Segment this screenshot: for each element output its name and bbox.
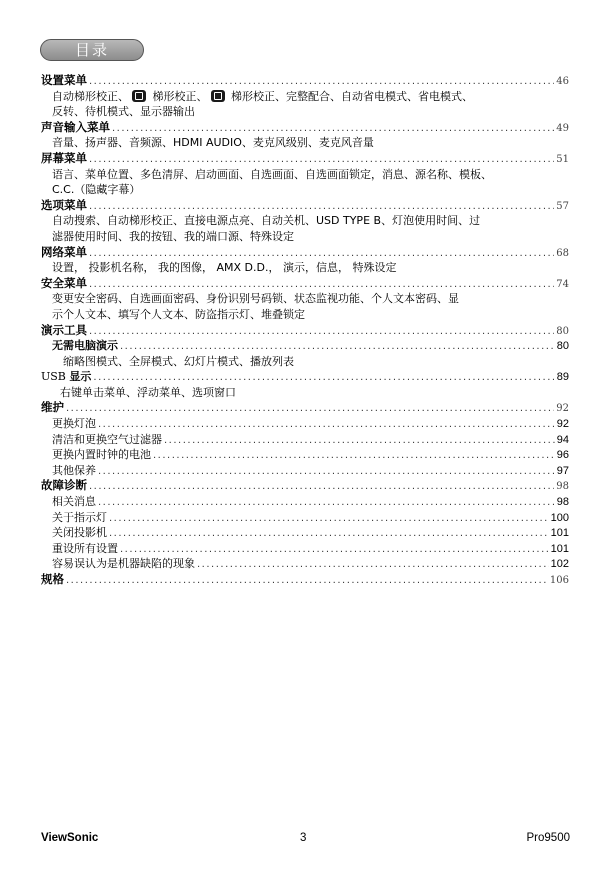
toc-entry-description: 自动搜索、自动梯形校正、直接电源点亮、自动关机、USD TYPE B、灯泡使用时间、过 bbox=[52, 214, 481, 228]
toc-entry-description: 设置， 投影机名称， 我的图像， AMX D.D.， 演示，信息， 特殊设定 bbox=[52, 261, 397, 275]
toc-entry-label: 重设所有设置 bbox=[52, 541, 118, 555]
footer-page-number: 3 bbox=[300, 832, 307, 844]
toc-subentry[interactable] bbox=[41, 510, 569, 526]
dot-leader bbox=[66, 401, 554, 417]
toc-page-number: 74 bbox=[556, 278, 569, 290]
dot-leader bbox=[120, 339, 555, 355]
toc-entry-screen-menu[interactable] bbox=[41, 151, 569, 167]
toc-entry-maintenance[interactable] bbox=[41, 400, 569, 416]
toc-entry-label: 屏幕菜单 bbox=[41, 150, 87, 165]
dot-leader bbox=[66, 573, 548, 589]
dot-leader bbox=[89, 479, 554, 495]
footer-brand: ViewSonic bbox=[41, 832, 99, 844]
toc-page-number: 92 bbox=[556, 418, 569, 431]
toc-entry-description: 自动梯形校正、 梯形校正、 梯形校正、完整配合、自动省电模式、省电模式、 bbox=[52, 89, 473, 103]
toc-entry-label: USB 显示 bbox=[41, 370, 92, 384]
dot-leader bbox=[89, 199, 554, 215]
dot-leader bbox=[197, 557, 549, 573]
toc-entry-description: 语言、菜单位置、多色清屏、启动画面、自选画面、自选画面锁定，消息、源名称、模板、 bbox=[52, 167, 492, 181]
toc-entry-label: 声音输入菜单 bbox=[41, 119, 110, 134]
dot-leader bbox=[89, 246, 554, 262]
toc-subentry[interactable] bbox=[41, 447, 569, 463]
dot-leader bbox=[98, 417, 555, 433]
toc-entry-audio-menu[interactable] bbox=[41, 120, 569, 136]
toc-page-number: 46 bbox=[556, 76, 569, 87]
dot-leader bbox=[89, 152, 554, 168]
toc-page-number: 101 bbox=[550, 542, 569, 555]
troubleshooting-subentries bbox=[41, 494, 569, 572]
toc-page-number: 97 bbox=[556, 464, 569, 477]
toc-entry-label: 演示工具 bbox=[41, 322, 87, 337]
toc-page-number: 51 bbox=[556, 153, 569, 165]
toc-entry-label: 设置菜单 bbox=[41, 73, 87, 87]
toc-entry-label: 选项菜单 bbox=[41, 197, 87, 212]
toc-entry-label: 其他保养 bbox=[52, 463, 96, 477]
dot-leader bbox=[89, 74, 554, 90]
toc-entry-description: 反转、待机模式、显示器输出 bbox=[52, 105, 195, 119]
dot-leader bbox=[109, 526, 549, 542]
toc-page-number: 96 bbox=[556, 449, 569, 462]
toc-entry-description: 滤器使用时间、我的按钮、我的端口源、特殊设定 bbox=[52, 229, 294, 243]
toc-entry-label: 故障诊断 bbox=[41, 478, 87, 493]
toc-subentry[interactable] bbox=[41, 525, 569, 541]
toc-entry-label: 安全菜单 bbox=[41, 275, 87, 290]
dot-leader bbox=[164, 433, 555, 449]
toc-entry-label: 更换内置时钟的电池 bbox=[52, 448, 151, 462]
dot-leader bbox=[89, 277, 554, 293]
toc-page-number: 94 bbox=[556, 433, 569, 446]
dot-leader bbox=[98, 495, 555, 511]
toc-entry-label: 规格 bbox=[41, 572, 64, 586]
toc-subentry[interactable] bbox=[41, 416, 569, 432]
toc-entry-network-menu[interactable] bbox=[41, 245, 569, 261]
toc-subentry[interactable] bbox=[41, 494, 569, 510]
toc-entry-label: 清洁和更换空气过滤器 bbox=[52, 432, 162, 446]
toc-subentry[interactable] bbox=[41, 463, 569, 479]
toc-entry-usb-display[interactable] bbox=[41, 369, 569, 385]
dot-leader bbox=[89, 324, 554, 340]
toc-page-number: 68 bbox=[556, 247, 569, 259]
toc-page-number: 101 bbox=[550, 527, 569, 540]
dot-leader bbox=[120, 542, 549, 558]
toc-page-number: 106 bbox=[549, 575, 569, 586]
toc-entry-label: 维护 bbox=[41, 400, 64, 415]
dot-leader bbox=[153, 448, 555, 464]
toc-page-number: 80 bbox=[556, 325, 569, 337]
toc-entry-label: 网络菜单 bbox=[41, 244, 87, 259]
toc-subentry[interactable] bbox=[41, 556, 569, 572]
toc-subentry[interactable] bbox=[41, 541, 569, 557]
toc-subentry[interactable] bbox=[41, 432, 569, 448]
dot-leader bbox=[109, 511, 549, 527]
toc-entry-label: 容易误认为是机器缺陷的现象 bbox=[52, 557, 195, 571]
dot-leader bbox=[112, 121, 554, 137]
toc-page-number: 57 bbox=[556, 200, 569, 212]
toc-entry-description: 示个人文本、填写个人文本、防盗指示灯、堆叠锁定 bbox=[52, 307, 305, 321]
toc-page-number: 102 bbox=[550, 558, 569, 571]
toc-page-number: 100 bbox=[550, 511, 569, 524]
toc-entry-option-menu[interactable] bbox=[41, 198, 569, 214]
dot-leader bbox=[93, 370, 554, 386]
toc-page-number: 98 bbox=[556, 496, 569, 509]
toc-entry-description: 缩略图模式、全屏模式、幻灯片模式、播放列表 bbox=[63, 354, 294, 368]
toc-page-number: 49 bbox=[556, 122, 569, 134]
keystone-side-icon bbox=[211, 90, 225, 102]
toc-entry-description: 变更安全密码、自选画面密码、身份识别号码锁、状态监视功能、个人文本密码、显 bbox=[52, 292, 459, 306]
toc-entry-label: 无需电脑演示 bbox=[52, 339, 118, 353]
toc-page-number: 80 bbox=[556, 340, 569, 353]
toc-page-number: 98 bbox=[556, 481, 569, 493]
footer-model: Pro9500 bbox=[526, 832, 570, 844]
dot-leader bbox=[98, 464, 555, 480]
toc-entry-troubleshooting[interactable] bbox=[41, 478, 569, 494]
toc-entry-description: 右键单击菜单、浮动菜单、选项窗口 bbox=[60, 385, 236, 399]
toc-entry-label: 更换灯泡 bbox=[52, 417, 96, 431]
toc-entry-description: C.C.（隐藏字幕） bbox=[52, 183, 141, 197]
toc-entry-presentation-tools[interactable] bbox=[41, 323, 569, 339]
toc-entry-pcless-presentation[interactable] bbox=[41, 338, 569, 354]
toc-entry-label: 关闭投影机 bbox=[52, 526, 107, 540]
table-of-contents bbox=[41, 73, 569, 588]
keystone-icon bbox=[132, 90, 146, 102]
toc-page-number: 89 bbox=[556, 371, 569, 384]
toc-entry-description: 音量、扬声器、音频源、HDMI AUDIO、麦克风级别、麦克风音量 bbox=[52, 136, 374, 150]
maintenance-subentries bbox=[41, 416, 569, 478]
toc-title-badge: 目录 bbox=[40, 39, 144, 61]
toc-entry-security-menu[interactable] bbox=[41, 276, 569, 292]
toc-entry-specifications[interactable] bbox=[41, 572, 569, 588]
toc-entry-label: 关于指示灯 bbox=[52, 510, 107, 524]
toc-page-number: 92 bbox=[556, 403, 569, 415]
toc-entry-label: 相关消息 bbox=[52, 495, 96, 509]
toc-entry-setup-menu[interactable] bbox=[41, 73, 569, 89]
